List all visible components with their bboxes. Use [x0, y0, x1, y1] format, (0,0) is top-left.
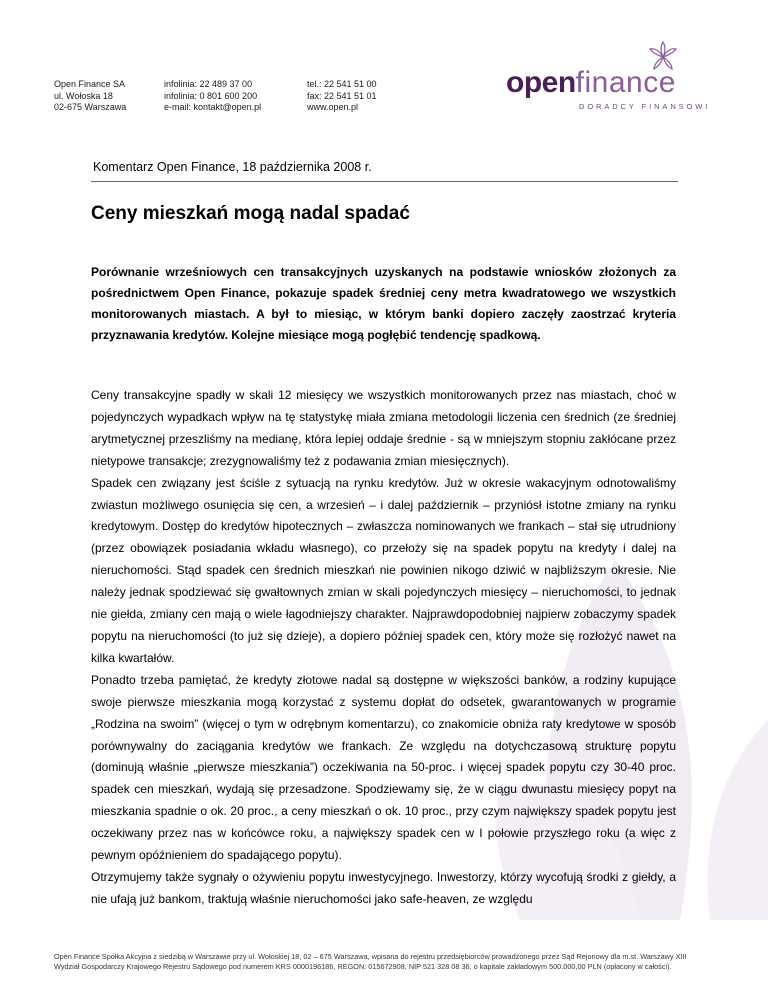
logo-word-open: open	[506, 66, 576, 99]
company-name: Open Finance SA	[54, 79, 126, 89]
logo-tagline: DORADCY FINANSOWI	[579, 102, 711, 111]
page-title: Ceny mieszkań mogą nadal spadać	[91, 203, 410, 224]
logo-word-finance: finance	[575, 66, 676, 99]
fax: fax: 22 541 51 01	[307, 90, 377, 101]
logo-wordmark	[506, 66, 676, 100]
header-contact-column	[164, 79, 261, 114]
body-paragraph: Otrzymujemy także sygnały o ożywieniu popytu inwestycyjnego. Inwestorzy, którzy wycofują środki z giełdy, a nie ufają już bankom, traktują właśnie nieruchomości jako safe-heaven, ze względu	[91, 869, 676, 906]
footer-line-1: Open Finance Spółka Akcyjna z siedzibą w Warszawie przy ul. Wołoskiej 18, 02 – 675 Warszawa, wpisana do rejestru przedsiębiorców prowadzonego przez Sąd Rejonowy dla m.st. Warszawy XIII	[54, 952, 687, 961]
legal-footer	[54, 952, 714, 972]
horizontal-divider	[91, 181, 678, 182]
article-body	[91, 385, 676, 911]
body-paragraph: Spadek cen związany jest ściśle z sytuacją na rynku kredytów. Już w okresie wakacyjnym odnotowaliśmy zwiastun możliwego osunięcia się cen, a wrzesień – i dalej październik – przyniósł istotne zmiany na rynku kredytowym. Dostęp do kredytów hipotecznych – zwłaszcza nominowanych we frankach – stał się utrudniony (przez obowiązek posiadania wkładu własnego), co przełoży się na spadek popytu na kredyty i dalej na nieruchomości. Stąd spadek cen średnich mieszkań nie powinien nikogo dziwić w najbliższym okresie. Nie należy jednak spodziewać się gwałtownych zmian w skali pojedynczych miesięcy – nieruchomości, to jednak nie giełda, zmiany cen mają o wiele łagodniejszy charakter. Najprawdopodobniej najpierw zobaczymy spadek popytu na nieruchomości (to już się dzieje), a dopiero później spadek cen, który może się rozłożyć nawet na kilka kwartałów.	[91, 475, 676, 665]
header-phone-column	[307, 79, 377, 114]
comment-date-line: Komentarz Open Finance, 18 października 2008 r.	[93, 160, 372, 174]
company-city: 02-675 Warszawa	[54, 102, 127, 112]
email-link[interactable]: e-mail: kontakt@open.pl	[164, 102, 262, 112]
hotline-2: infolinia: 0 801 600 200	[164, 90, 258, 101]
phone: tel.: 22 541 51 00	[307, 79, 377, 89]
hotline-1: infolinia: 22 489 37 00	[164, 79, 253, 89]
open-finance-logo	[506, 40, 716, 115]
body-paragraph: Ponadto trzeba pamiętać, że kredyty złotowe nadal są dostępne w większości banków, a rodziny kupujące swoje pierwsze mieszkania mogą korzystać z systemu dopłat do odsetek, gwarantowanych w programie „Rodzina na swoim” (więcej o tym w odrębnym komentarzu), co znakomicie obniża raty kredytowe w sposób porównywalny do zaciągania kredytów we frankach. Ze względu na dotychczasową strukturę popytu (dominują właśnie „pierwsze mieszkania”) oczekiwania na 50-proc. i więcej spadek popytu czy 30-40 proc. spadek cen mieszkań, wydają się przesadzone. Spodziewamy się, że w ciągu dwunastu miesięcy popyt na mieszkania spadnie o ok. 20 proc., a ceny mieszkań o ok. 10 proc., przy czym największy spadek popytu jest oczekiwany przez nas w końcówce roku, a największy spadek cen w I połowie przyszłego roku (a więc z pewnym opóźnieniem do spadającego popytu).	[91, 672, 676, 863]
website-link[interactable]: www.open.pl	[307, 102, 359, 112]
body-paragraph: Ceny transakcyjne spadły w skali 12 miesięcy we wszystkich monitorowanych przez nas miastach, choć w pojedynczych wypadkach wpływ na tę statystykę miała zmiana metodologii liczenia cen średnich (ze średniej arytmetycznej przeszliśmy na medianę, która lepiej oddaje średnie - są w mniejszym stopniu zakłócane przez nietypowe transakcje; zrezygnowaliśmy też z podawania zmian miesięcznych).	[91, 388, 676, 468]
company-street: ul. Wołoska 18	[54, 90, 113, 101]
lead-paragraph: Porównanie wrześniowych cen transakcyjnych uzyskanych na podstawie wniosków złożonych za pośrednictwem Open Finance, pokazuje spadek średniej ceny metra kwadratowego we wszystkich monitorowanych miastach. A był to miesiąc, w którym banki dopiero zaczęły zaostrzać kryteria przyznawania kredytów. Kolejne miesiące mogą pogłębić tendencję spadkową.	[91, 265, 676, 342]
header-address-column	[54, 79, 126, 114]
footer-line-2: Wydział Gospodarczy Krajowego Rejestru Sądowego pod numerem KRS 0000196186, REGON: 015672908, NIP 521 328 08 36, o kapitale zakładowym 500.000,00 PLN (opłacony w całości).	[54, 962, 672, 971]
